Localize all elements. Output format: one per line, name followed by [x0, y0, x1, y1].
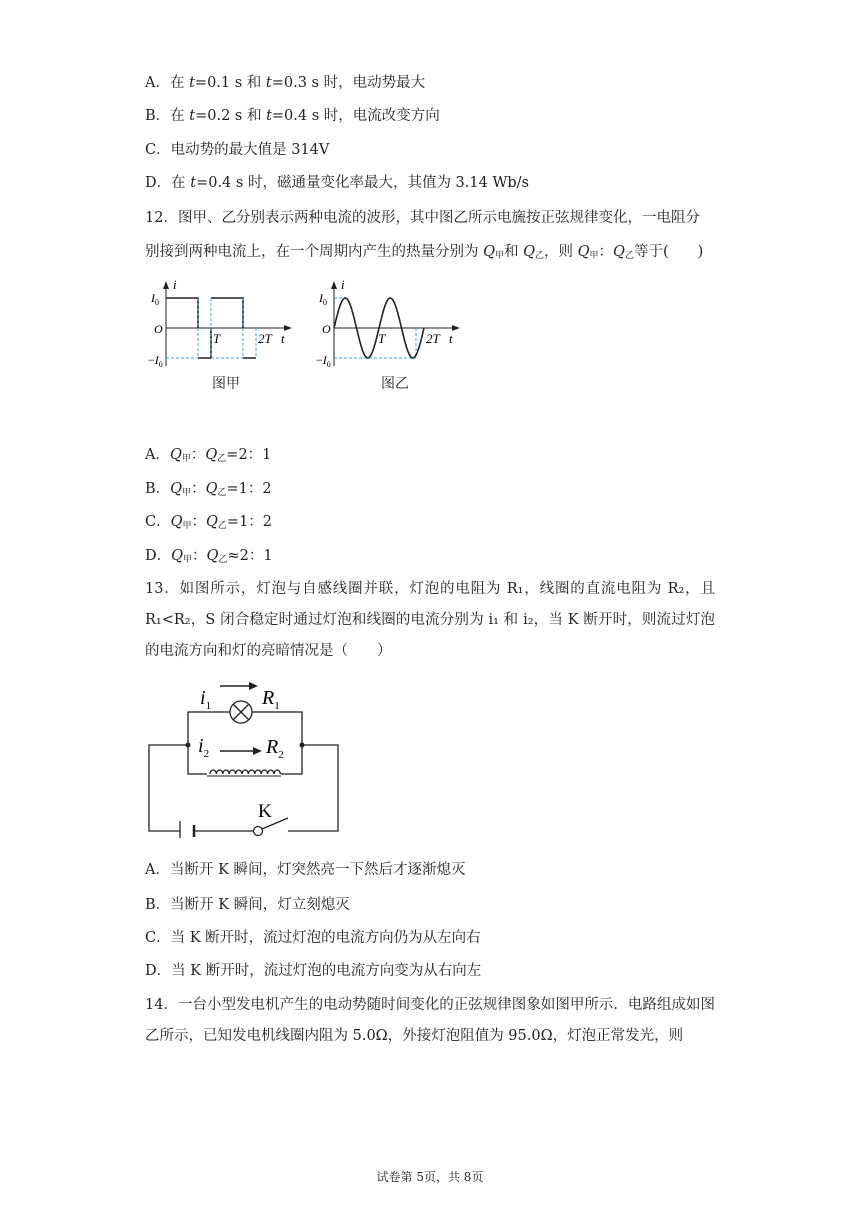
q13-option-b: B．当断开 K 瞬间，灯立刻熄灭: [145, 897, 350, 913]
axis-label-i: i: [173, 277, 177, 292]
svg-text:O: O: [322, 322, 331, 336]
axis-label-t: t: [281, 331, 285, 346]
svg-text:2T: 2T: [426, 331, 440, 346]
svg-text:−I0: $-I_0$: [316, 353, 331, 369]
label-R1: $R_1$: [262, 687, 280, 712]
label-i1: $i_1$: [200, 687, 212, 712]
q12-stem-line1: 12．图甲、乙分别表示两种电流的波形，其中图乙所示电旒按正弦规律变化，一电阻分: [145, 210, 700, 226]
q13-option-d: D．当 K 断开时，流过灯泡的电流方向变为从右向左: [145, 963, 482, 979]
q12-option-d: D．$Q_甲$：$Q_乙\approx 2$：1: [145, 548, 273, 565]
page-footer: 试卷第 5页，共 8页: [376, 1170, 484, 1184]
q11-option-d: D．在 t=0.4 s 时，磁通量变化率最大，其值为 3.14 Wb/s: [145, 175, 529, 191]
caption-yi: 图乙: [381, 376, 409, 392]
svg-text:−I0: $-I_0$: [148, 353, 163, 369]
q12-option-b: B．$Q_甲$：$Q_乙=1$：2: [145, 481, 272, 498]
q13-option-a: A．当断开 K 瞬间，灯突然亮一下然后才逐渐熄灭: [145, 862, 466, 878]
svg-text:I0: $I_0$: [151, 291, 159, 307]
q11-option-c: C．电动势的最大值是 314V: [145, 142, 330, 158]
caption-jia: 图甲: [212, 376, 240, 392]
figure-circuit: [144, 678, 344, 838]
figure-yi-sine-wave: [316, 276, 466, 372]
origin-label: O: [154, 322, 163, 336]
q11-option-a: A．在 t=0.1 s 和 t=0.3 s 时，电动势最大: [145, 75, 426, 91]
q14-stem: 14．一台小型发电机产生的电动势随时间变化的正弦规律图象如图甲所示．电路组成如图乙所示，已知发电机线圈内阻为 5.0Ω，外接灯泡阻值为 95.0Ω，灯泡正常发光，则: [145, 997, 715, 1044]
q12-option-a: A．$Q_甲$：$Q_乙=2$：1: [145, 447, 272, 464]
label-i0: I: [151, 291, 155, 305]
svg-text:T: T: [378, 331, 386, 346]
label-R2: $R_2$: [266, 736, 284, 761]
q13-option-c: C．当 K 断开时，流过灯泡的电流方向仍为从左向右: [145, 930, 481, 946]
svg-text:i: i: [341, 277, 345, 292]
q13-stem: 13．如图所示，灯泡与自感线圈并联，灯泡的电阻为 R₁，线圈的直流电阻为 R₂，且 R₁<R₂，S 闭合稳定时通过灯泡和线圈的电流分别为 i₁ 和 i₂，当 K 断开时，则流过灯泡的电流方向和灯的亮暗情况是（ ）: [145, 581, 715, 659]
svg-text:I0: $I_0$: [319, 291, 327, 307]
q12-option-c: C．$Q_甲$：$Q_乙=1$：2: [145, 514, 273, 531]
label-i2: $i_2$: [198, 735, 210, 760]
figure-jia-square-wave: [148, 276, 298, 372]
tick-T: T: [213, 331, 221, 346]
q11-option-b: B．在 t=0.2 s 和 t=0.4 s 时，电流改变方向: [145, 108, 440, 124]
tick-2T: 2T: [258, 331, 272, 346]
label-K: K: [258, 801, 272, 822]
svg-text:t: t: [449, 331, 453, 346]
q12-stem-line2: 别接到两种电流上，在一个周期内产生的热量分别为 $Q_甲$和 $Q_乙$，则 $Q_甲$：$Q_乙$等于( ): [145, 244, 704, 261]
